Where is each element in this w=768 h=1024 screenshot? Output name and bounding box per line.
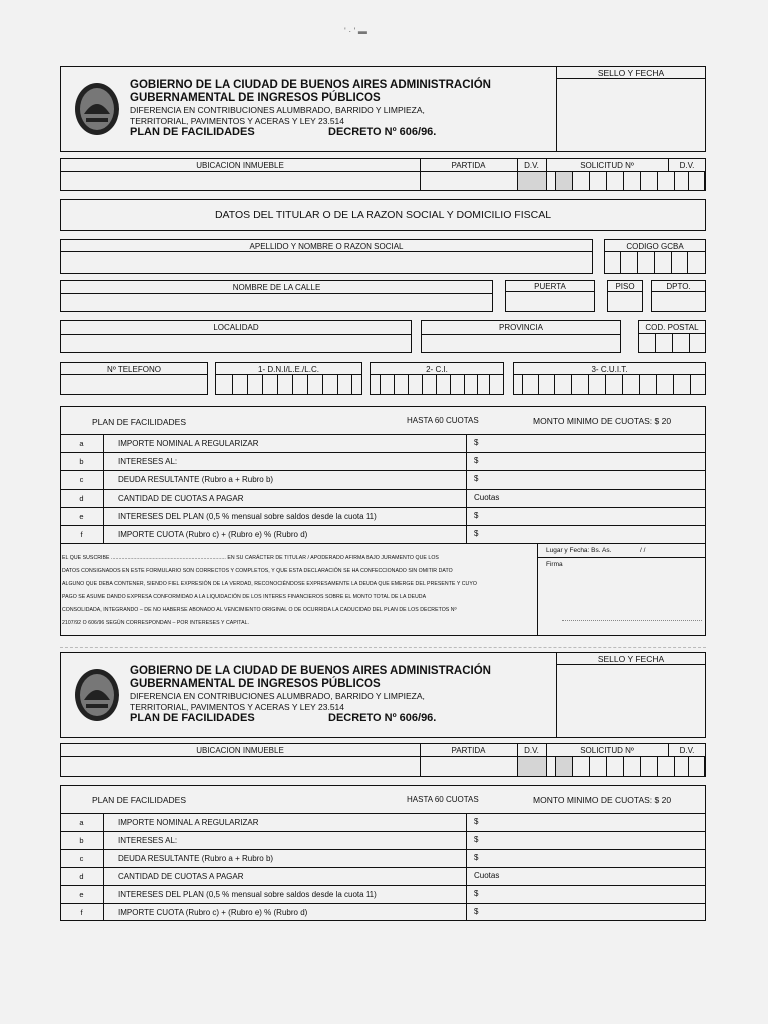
row-key: f	[80, 908, 83, 917]
row-value-input[interactable]: $	[474, 474, 479, 484]
decreto-title: DECRETO Nº 606/96.	[328, 126, 437, 138]
gov-subtitle-line2: TERRITORIAL, PAVIMENTOS Y ACERAS Y LEY 23.514	[130, 116, 345, 126]
row-label: INTERESES AL:	[118, 836, 178, 845]
legal-line-2: DATOS CONSIGNADOS EN ESTE FORMULARIO SON CORRECTOS Y COMPLETOS, Y QUE ESTA DECLARACIÓN SE HA CONFECCIONADO SIN OMITIR DATO	[62, 568, 453, 574]
gov-title-line1: GOBIERNO DE LA CIUDAD DE BUENOS AIRES ADMINISTRACIÓN	[130, 665, 491, 677]
dv-label: D.V.	[524, 161, 539, 170]
gov-subtitle-line1: DIFERENCIA EN CONTRIBUCIONES ALUMBRADO, BARRIDO Y LIMPIEZA,	[130, 105, 425, 115]
row-value-input[interactable]: $	[474, 835, 479, 844]
row-key: a	[79, 439, 84, 448]
solicitud-input[interactable]	[555, 757, 705, 776]
legal-line-1: EL QUE SUSCRIBE ............................................................................. EN SU CARÁCTER DE TITULAR / APODERADO AFIRMA BAJO JURAMENTO QUE LOS	[62, 555, 439, 561]
fecha-slashes: / /	[640, 547, 646, 554]
sello-label-2: SELLO Y FECHA	[597, 654, 665, 664]
dv-input[interactable]	[518, 757, 546, 776]
plan-monto-minimo: MONTO MINIMO DE CUOTAS: $ 20	[533, 416, 672, 426]
solicitud-input[interactable]	[555, 172, 705, 190]
legal-line-6: 2107/92 O 606/96 SEGÚN CORRESPONDAN – POR INTERESES Y CAPITAL.	[62, 620, 250, 626]
decreto-title: DECRETO Nº 606/96.	[328, 712, 437, 724]
row-label: IMPORTE NOMINAL A REGULARIZAR	[118, 818, 259, 827]
ci-input[interactable]	[380, 375, 490, 395]
row-divider	[60, 489, 706, 490]
row-key: d	[79, 872, 84, 881]
ubicacion-inmueble-label: UBICACION INMUEBLE	[196, 746, 284, 755]
row-label: IMPORTE CUOTA (Rubro c) + (Rubro e) % (Rubro d)	[118, 908, 308, 917]
row-key: d	[79, 493, 84, 503]
cod-postal-input[interactable]	[655, 334, 706, 353]
row-key: c	[79, 475, 84, 485]
row-label: INTERESES AL:	[118, 457, 178, 467]
row-key: e	[79, 890, 84, 899]
cod-postal-label: COD. POSTAL	[645, 323, 699, 332]
row-value-input[interactable]: $	[474, 853, 479, 862]
gov-subtitle-line1: DIFERENCIA EN CONTRIBUCIONES ALUMBRADO, BARRIDO Y LIMPIEZA,	[130, 691, 425, 701]
dv2-label: D.V.	[679, 161, 695, 170]
apellido-label: APELLIDO Y NOMBRE O RAZON SOCIAL	[249, 242, 404, 251]
dpto-label: DPTO.	[666, 282, 691, 291]
sello-label: SELLO Y FECHA	[597, 68, 665, 78]
cuit-label: 3- C.U.I.T.	[591, 365, 628, 374]
row-value-input[interactable]: Cuotas	[474, 871, 500, 880]
plan-title: PLAN DE FACILIDADES	[130, 126, 255, 138]
dv-label: D.V.	[524, 746, 539, 755]
row-divider	[60, 525, 706, 526]
row-value-input[interactable]: $	[474, 889, 479, 898]
partida-label: PARTIDA	[451, 746, 486, 755]
row-divider	[60, 885, 706, 886]
row-divider	[60, 849, 706, 850]
plan-table-title: PLAN DE FACILIDADES	[92, 417, 187, 427]
row-divider	[60, 903, 706, 904]
row-key: a	[79, 818, 84, 827]
row-key: f	[80, 530, 83, 539]
row-label: IMPORTE CUOTA (Rubro c) + (Rubro e) % (Rubro d)	[118, 530, 308, 539]
row-divider	[60, 470, 706, 471]
row-key: b	[79, 836, 84, 845]
firma-line[interactable]	[562, 620, 702, 621]
row-divider	[60, 507, 706, 508]
cuit-input[interactable]	[522, 375, 706, 395]
row-key: e	[79, 511, 84, 521]
row-value-input[interactable]: $	[474, 817, 479, 826]
city-seal-icon	[72, 666, 122, 724]
puerta-label: PUERTA	[534, 282, 566, 291]
row-value-input[interactable]: $	[474, 510, 479, 520]
row-label: DEUDA RESULTANTE (Rubro a + Rubro b)	[118, 475, 274, 485]
row-divider	[60, 831, 706, 832]
dv-input[interactable]	[518, 172, 546, 190]
city-seal-icon	[72, 80, 122, 138]
row-divider	[60, 867, 706, 868]
scan-marks: ' · ' ▬	[344, 26, 367, 36]
legal-line-3: ALGUNO QUE DEBA CONTENER, SIENDO FIEL EXPRESIÓN DE LA VERDAD, RECONOCIÉNDOSE EXPRESAMENTE LA DEUDA QUE EMERGE DEL PRESENTE Y CUYO	[62, 581, 477, 587]
row-label: DEUDA RESULTANTE (Rubro a + Rubro b)	[118, 854, 274, 863]
provincia-label: PROVINCIA	[498, 323, 543, 332]
codigo-gcba-label: CODIGO GCBA	[626, 242, 684, 251]
plan-table-title: PLAN DE FACILIDADES	[92, 795, 187, 805]
row-label: IMPORTE NOMINAL A REGULARIZAR	[118, 439, 259, 448]
dni-label: 1- D.N.I/L.E./L.C.	[258, 365, 319, 374]
row-divider	[60, 452, 706, 453]
row-key: c	[79, 854, 84, 863]
gov-title-line1: GOBIERNO DE LA CIUDAD DE BUENOS AIRES ADMINISTRACIÓN	[130, 79, 491, 91]
titular-title: DATOS DEL TITULAR O DE LA RAZON SOCIAL Y DOMICILIO FISCAL	[214, 209, 552, 221]
row-key: b	[79, 457, 84, 467]
gov-subtitle-line2: TERRITORIAL, PAVIMENTOS Y ACERAS Y LEY 23.514	[130, 702, 345, 712]
ci-label: 2- C.I.	[426, 365, 448, 374]
plan-title: PLAN DE FACILIDADES	[130, 712, 255, 724]
dv2-label: D.V.	[679, 746, 695, 755]
telefono-label: Nº TELEFONO	[107, 365, 161, 374]
plan-cuotas: HASTA 60 CUOTAS	[407, 795, 479, 804]
row-label: INTERESES DEL PLAN (0,5 % mensual sobre saldos desde la cuota 11)	[118, 511, 377, 521]
row-label: CANTIDAD DE CUOTAS A PAGAR	[118, 872, 244, 881]
firma-label: Firma	[546, 561, 563, 568]
row-label: INTERESES DEL PLAN (0,5 % mensual sobre saldos desde la cuota 11)	[118, 890, 377, 899]
row-value-input[interactable]: $	[474, 529, 479, 538]
cut-line	[60, 647, 706, 648]
calle-label: NOMBRE DE LA CALLE	[232, 283, 321, 292]
gov-title-line2: GUBERNAMENTAL DE INGRESOS PÚBLICOS	[130, 678, 381, 690]
plan-monto-minimo: MONTO MINIMO DE CUOTAS: $ 20	[533, 795, 672, 805]
row-value-input[interactable]: $	[474, 907, 479, 916]
partida-label: PARTIDA	[451, 161, 486, 170]
codigo-gcba-input[interactable]	[620, 252, 688, 274]
lugar-fecha-label: Lugar y Fecha: Bs. As.	[546, 547, 612, 554]
plan-cuotas: HASTA 60 CUOTAS	[407, 416, 479, 425]
solicitud-label: SOLICITUD Nº	[580, 161, 634, 170]
solicitud-label: SOLICITUD Nº	[580, 746, 634, 755]
legal-line-4: PAGO SE ASUME DANDO EXPRESA CONFORMIDAD A LA LIQUIDACIÓN DE LOS INTERES FINANCIEROS SOBRE EL MONTO TOTAL DE LA DEUDA	[62, 594, 427, 600]
dni-input[interactable]	[232, 375, 352, 395]
row-label: CANTIDAD DE CUOTAS A PAGAR	[118, 493, 244, 503]
piso-label: PISO	[615, 282, 635, 291]
ubicacion-inmueble-label: UBICACION INMUEBLE	[196, 161, 284, 170]
localidad-label: LOCALIDAD	[213, 323, 259, 332]
gov-title-line2: GUBERNAMENTAL DE INGRESOS PÚBLICOS	[130, 92, 381, 104]
row-value-input[interactable]: Cuotas	[474, 492, 500, 502]
legal-line-5: CONSOLIDADA, INTEGRANDO – DE NO HABERSE ABONADO AL VENCIMIENTO ORIGINAL O DE OCURRIDA LA CADUCIDAD DEL PLAN DE LOS DECRETOS Nº	[62, 607, 457, 613]
row-value-input[interactable]: $	[474, 456, 479, 466]
row-value-input[interactable]: $	[474, 438, 479, 447]
